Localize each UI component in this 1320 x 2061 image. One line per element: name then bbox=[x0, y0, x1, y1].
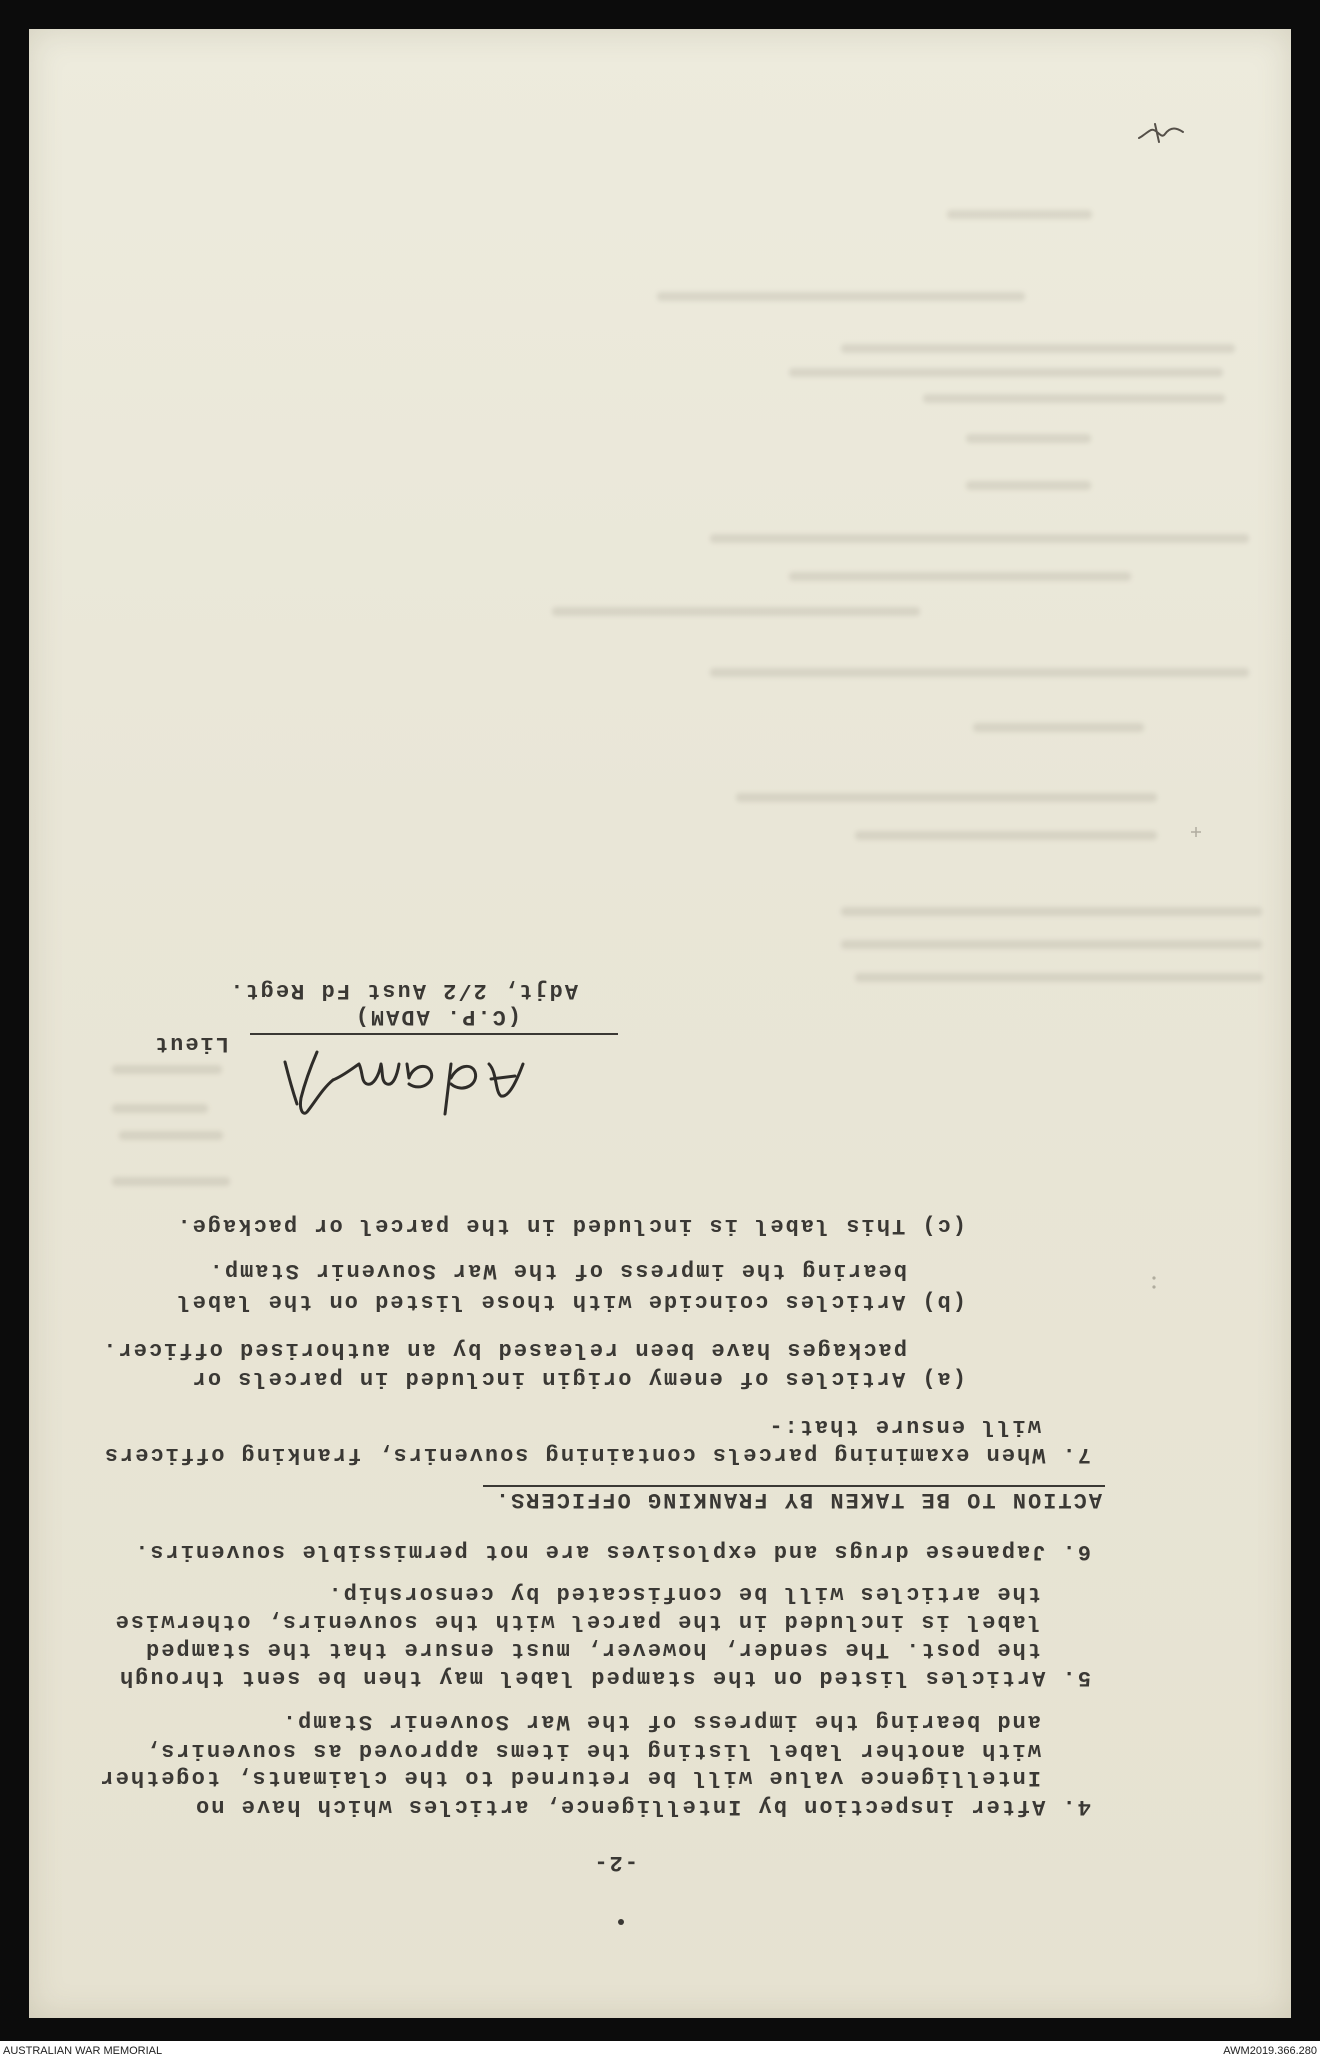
handwritten-signature bbox=[271, 1038, 531, 1122]
paragraph-line: 4. After inspection by Intelligence, articles which have no bbox=[194, 1794, 1091, 1819]
accession-caption: AWM2019.366.280 bbox=[1223, 2045, 1317, 2057]
sub-item-line: (a) Articles of enemy origin included in parcels or bbox=[190, 1366, 966, 1391]
page-content-inverted bbox=[29, 29, 1291, 2018]
stray-mark bbox=[1189, 825, 1203, 839]
paragraph-line: Intelligence value will be returned to the claimants, together bbox=[98, 1765, 1041, 1790]
paragraph-line: with another label listing the items approved as souvenirs, bbox=[144, 1738, 1041, 1763]
archive-caption-strip bbox=[0, 2041, 1320, 2061]
sub-item-line: (c) This label is included in the parcel or package. bbox=[175, 1213, 966, 1238]
signatory-rank: Lieut bbox=[152, 1031, 229, 1056]
punch-dot bbox=[618, 1919, 624, 1925]
page-number: -2- bbox=[592, 1850, 638, 1875]
document-page bbox=[29, 29, 1291, 2018]
paragraph-line: the post. The sender, however, must ensure that the stamped bbox=[144, 1637, 1041, 1662]
paragraph-line: label is included in the parcel with the souvenirs, otherwise bbox=[113, 1609, 1041, 1634]
sub-item-line: packages have been released by an authorised officer. bbox=[101, 1337, 907, 1362]
sub-item-line: (b) Articles coincide with those listed on the label bbox=[175, 1289, 966, 1314]
paragraph-line: 7. When examining parcels containing souvenirs, franking officers bbox=[102, 1442, 1091, 1467]
signatory-name: (C.P. ADAM) bbox=[353, 1004, 521, 1029]
signatory-appointment: Adjt, 2/2 Aust Fd Regt. bbox=[228, 978, 578, 1003]
signature-line bbox=[250, 1033, 618, 1035]
paragraph-line: the articles will be confiscated by censorship. bbox=[326, 1581, 1041, 1606]
paragraph-line: 5. Articles listed on the stamped label may then be sent through bbox=[118, 1665, 1091, 1690]
paragraph-line: 6. Japanese drugs and explosives are not permissible souvenirs. bbox=[133, 1539, 1091, 1564]
section-heading-underline bbox=[483, 1485, 1105, 1487]
stray-mark bbox=[1149, 1272, 1159, 1292]
paragraph-line: and bearing the impress of the War Souvenir Stamp. bbox=[280, 1709, 1041, 1734]
institution-caption: AUSTRALIAN WAR MEMORIAL bbox=[3, 2045, 163, 2057]
sub-item-line: bearing the impress of the War Souvenir Stamp. bbox=[207, 1258, 907, 1283]
paragraph-line: will ensure that:- bbox=[767, 1414, 1041, 1439]
handwritten-tick-mark bbox=[1135, 118, 1187, 146]
section-heading: ACTION TO BE TAKEN BY FRANKING OFFICERS. bbox=[493, 1487, 1102, 1512]
